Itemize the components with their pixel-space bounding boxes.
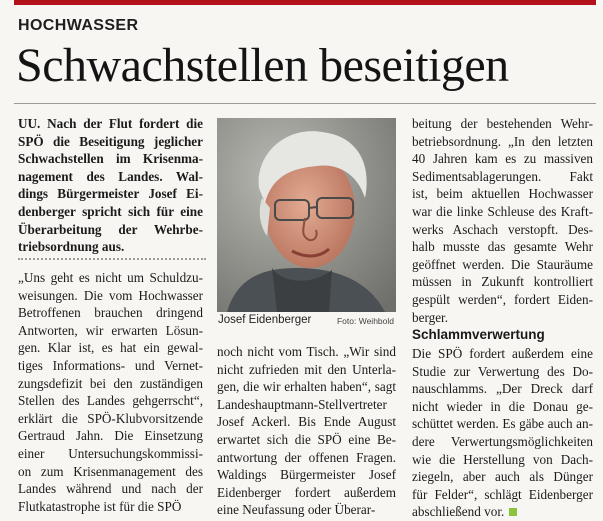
text-line: halb musste das gesamte Wehr (412, 239, 593, 255)
text-line: gen. Klar ist, es hat ein gewal- (18, 340, 203, 356)
text-line: Betroffenen brauchen dringend (18, 305, 203, 321)
text-line: schüttet werden. Es gäbe auch an- (412, 416, 593, 432)
text-line: gen, die wir erhalten haben“, sagt (217, 379, 396, 395)
text-line: nicht wieder in die Donau ge- (412, 398, 593, 414)
caption-name: Josef Eidenberger (218, 314, 312, 326)
text-line: war die linke Schleuse des Kraft- (412, 203, 593, 219)
text-line: für Felder“, schlägt Eidenberger (412, 486, 593, 502)
text-line: eine Neufassung oder Überar- (217, 502, 376, 518)
text-line: noch nicht vom Tisch. „Wir sind (217, 344, 396, 359)
text-line: müssen in Zukunft kontrolliert (412, 274, 593, 290)
text-line: triebsordnung aus. (18, 239, 125, 255)
article-column-3b (412, 345, 593, 521)
text-line: erklärt die SPÖ-Klubvorsitzende (18, 410, 203, 426)
text-line: SPÖ die Beseitigung jeglicher (18, 133, 203, 149)
text-line: Gertraud Jahn. Die Einsetzung (18, 428, 203, 444)
text-line: Eidenberger fordert außerdem (217, 484, 396, 500)
text-line: beitung der bestehenden Wehr- (412, 116, 593, 131)
text-line: Landes während und nach der (18, 481, 203, 497)
text-line: wie die Herstellung von Dach- (412, 451, 593, 467)
text-line: gespült werden“, fordert Eiden- (412, 291, 593, 307)
text-line: betriebsordnung. „In den letzten (412, 133, 593, 149)
text-line: Flutkatastrophe ist für die SPÖ (18, 498, 182, 514)
text-line: nicht zufrieden mit den Unterla- (217, 361, 396, 377)
text-line: 40 Jahren kam es zu massiven (412, 151, 593, 167)
text-line: abschließend vor. (412, 503, 593, 521)
text-line: Schwachstellen im Krisenma- (18, 151, 203, 167)
end-of-article-marker (509, 508, 517, 516)
text-line: geöffnet werden. Die Stauräume (412, 256, 593, 272)
text-line: Die SPÖ fordert außerdem eine (412, 346, 593, 361)
text-line: dere Verwertungsmöglichkeiten (412, 433, 593, 449)
text-line: dings Bürgermeister Josef Ei- (18, 186, 203, 202)
text-line: Waldings Bürgermeister Josef (217, 467, 396, 483)
article-intro (18, 115, 203, 256)
text-line: weisungen. Die vom Hochwasser (18, 287, 203, 303)
text-line: berger. (412, 309, 449, 325)
intro-separator (18, 258, 206, 260)
headline-divider (14, 103, 596, 104)
text-line: antwortung der offenen Fragen. (217, 449, 396, 465)
text-line: tiges Informations- und Vernet- (18, 357, 203, 373)
article-column-2 (217, 343, 396, 519)
text-line: Studie zur Verwertung des Do- (412, 363, 593, 379)
text-line: Sedimentsablagerungen. Fakt (412, 168, 593, 184)
portrait-photo-icon (217, 118, 396, 312)
text-line: zungsdefizit bei den zuständigen (18, 375, 203, 391)
text-line: nauschlamms. „Der Dreck darf (412, 381, 593, 397)
text-line: ist, beim aktuellen Hochwasser (412, 186, 593, 202)
text-line: ziegeln, aber auch als Dünger (412, 469, 593, 485)
text-line: „Uns geht es nicht um Schuldzu- (18, 270, 203, 285)
author-photo (217, 118, 396, 312)
text-line: werks Aschach verstopft. Des- (412, 221, 593, 237)
text-line: erwartet sich die SPÖ eine Be- (217, 431, 396, 447)
article-column-1 (18, 269, 203, 515)
text-line: UU. Nach der Flut fordert die (18, 116, 203, 131)
text-line: on zum Krisenmanagement des (18, 463, 203, 479)
subheading: Schlammverwertung (412, 327, 545, 342)
article-column-3 (412, 115, 593, 326)
photo-caption (217, 313, 396, 329)
text-line: Landeshauptmann-Stellvertreter (217, 396, 387, 412)
text-line: Überarbeitung der Wehrbe- (18, 221, 203, 237)
top-accent-bar (14, 0, 596, 5)
section-kicker: HOCHWASSER (18, 17, 139, 34)
photo-credit: Foto: Weihbold (336, 316, 394, 326)
article-headline: Schwachstellen beseitigen (16, 39, 509, 92)
text-line: Stellen des Landes gehgerrscht“, (18, 393, 203, 409)
text-line: denberger spricht sich für eine (18, 203, 203, 219)
text-line: Josef Ackerl. Bis Ende August (217, 414, 396, 430)
text-line: Antworten, wir erwarten Lösun- (18, 322, 203, 338)
text-line: nagement des Landes. Wal- (18, 168, 203, 184)
text-line: einer Untersuchungskommissi- (18, 445, 203, 461)
